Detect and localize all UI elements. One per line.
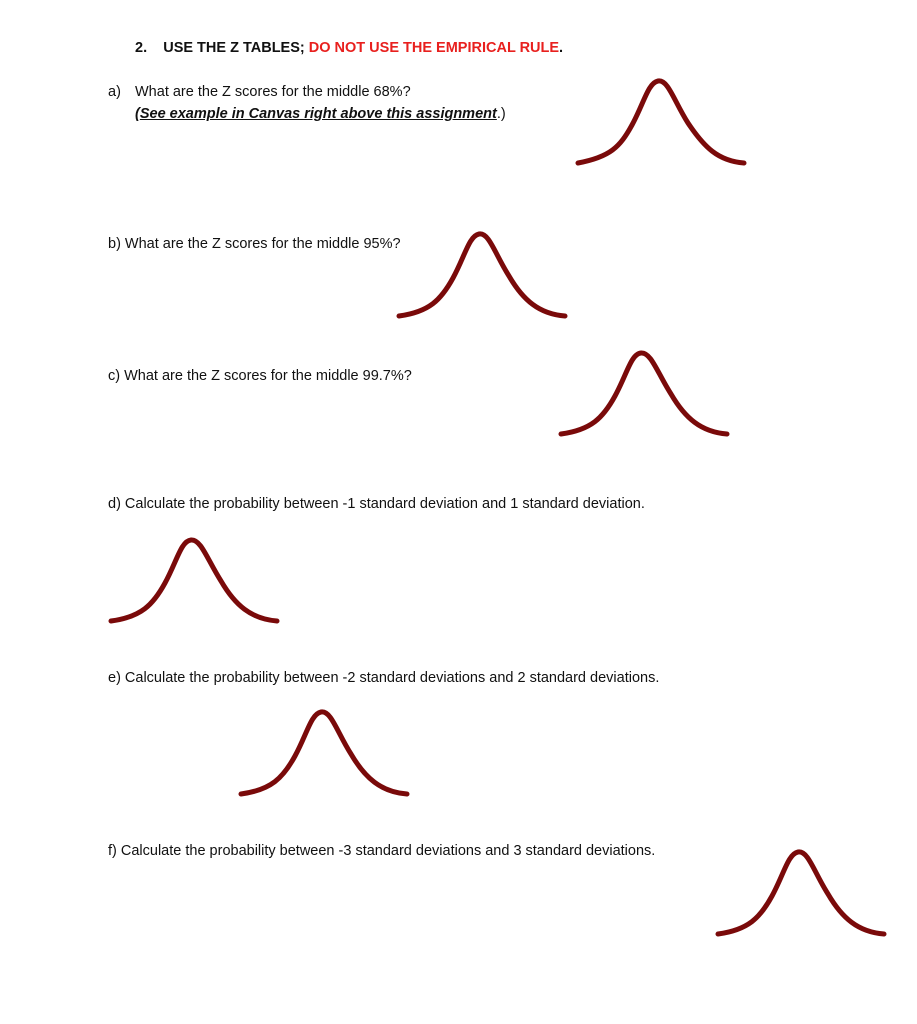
- question-b: b) What are the Z scores for the middle 95%?: [108, 236, 401, 252]
- question-a: [108, 83, 411, 101]
- question-d: d) Calculate the probability between -1 standard deviation and 1 standard deviation.: [108, 496, 645, 512]
- bell-curve-icon-b: [393, 230, 573, 322]
- bell-curve-icon-c: [555, 350, 733, 442]
- bell-curve-icon-f: [712, 848, 892, 942]
- question-a-text: What are the Z scores for the middle 68%?: [135, 84, 411, 100]
- question-a-note: [135, 105, 506, 123]
- heading-end-punct: .: [559, 40, 564, 56]
- note-open: (: [135, 106, 140, 122]
- canvas-example-link[interactable]: See example in Canvas right above this assignment: [139, 106, 497, 122]
- heading-number: 2.: [135, 40, 148, 56]
- heading: [135, 39, 563, 57]
- question-f: f) Calculate the probability between -3 standard deviations and 3 standard deviations.: [108, 843, 656, 859]
- question-e: e) Calculate the probability between -2 standard deviations and 2 standard deviations.: [108, 670, 660, 686]
- note-close: .): [496, 106, 506, 122]
- heading-warning: DO NOT USE THE EMPIRICAL RULE: [308, 40, 560, 56]
- heading-instruction: USE THE Z TABLES;: [163, 40, 309, 56]
- bell-curve-icon-d: [105, 537, 285, 629]
- question-c: c) What are the Z scores for the middle 99.7%?: [108, 368, 412, 384]
- bell-curve-icon-e: [235, 708, 415, 800]
- bell-curve-icon-a: [570, 75, 750, 170]
- question-a-label: a): [108, 84, 121, 100]
